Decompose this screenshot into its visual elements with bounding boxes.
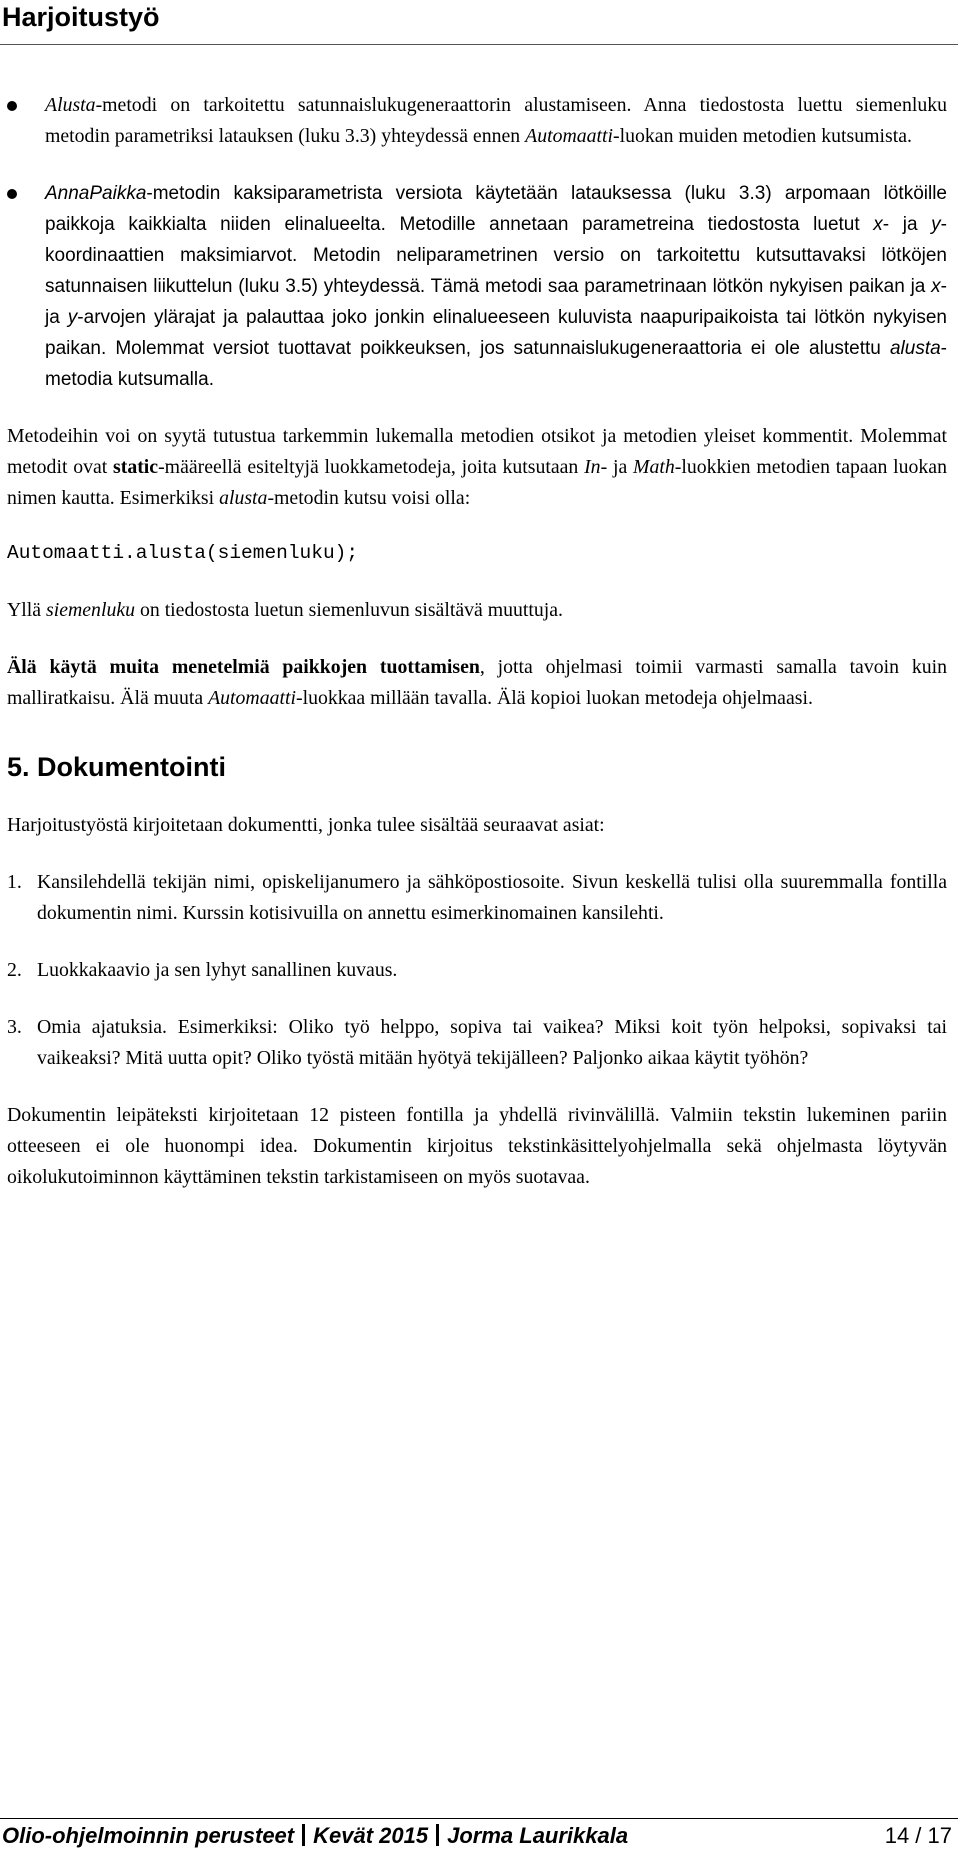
method-bullet-list: [7, 90, 947, 395]
list-item: [7, 955, 947, 986]
section-intro: Harjoitustyöstä kirjoitetaan dokumentti, jonka tulee sisältää seuraavat asiat:: [7, 814, 605, 836]
list-item-number: 2.: [7, 959, 22, 981]
bullet-text: AnnaPaikka-metodin kaksiparametrista versiota käytetään latauksessa (luku 3.3) arpomaan lötköille paikkoja kaikkialta niiden elinalueelta. Metodille annetaan parametreina tiedostosta luetut x- ja y-koordinaattien maksimiarvot. Metodin neliparametrinen versio on tarkoitettu kutsuttavaksi lötköjen satunnaisen liikuttelun (luku 3.5) yhteydessä. Tämä metodi saa parametrinaan lötkön nykyisen paikan ja x- ja y-arvojen ylärajat ja palauttaa joko jonkin elinalueeseen kuluvista naapuripaikoista tai lötkön nykyisen paikan. Molemmat versiot tuottavat poikkeuksen, jos satunnaislukugeneraattoria ei ole alustettu alusta-metodia kutsumalla.: [45, 183, 947, 390]
list-item-text: Luokkakaavio ja sen lyhyt sanallinen kuvaus.: [37, 959, 398, 981]
paragraph-closing: Dokumentin leipäteksti kirjoitetaan 12 pisteen fontilla ja yhdellä rivinvälillä. Valmiin tekstin lukeminen pariin otteeseen ei ole huonompi idea. Dokumentin kirjoitus tekstinkäsittelyohjelmalla sekä ohjelmasta löytyvän oikolukutoiminnon käyttäminen tekstin tarkistamiseen on myös suotavaa.: [7, 1104, 947, 1188]
document-body: [7, 90, 947, 1193]
paragraph-variable: Yllä siemenluku on tiedostosta luetun siemenluvun sisältävä muuttuja.: [7, 599, 563, 621]
bullet-dot-icon: [7, 189, 17, 199]
page-footer: [0, 1818, 958, 1855]
page-number: 14 / 17: [884, 1823, 952, 1848]
footer-separator: [302, 1824, 305, 1846]
footer-course: Olio-ohjelmoinnin perusteet: [2, 1823, 295, 1848]
paragraph-methods: Metodeihin voi on syytä tutustua tarkemmin lukemalla metodien otsikot ja metodien yleiset kommentit. Molemmat metodit ovat static-määreellä esiteltyjä luokkametodeja, joita kutsutaan In- ja Math-luokkien metodien tapaan luokan nimen kautta. Esimerkiksi alusta-metodin kutsu voisi olla:: [7, 425, 947, 509]
page-header: [0, 0, 958, 45]
list-item: [7, 1012, 947, 1074]
code-example: Automaatti.alusta(siemenluku);: [7, 542, 359, 564]
bullet-dot-icon: [7, 101, 17, 111]
bullet-text: Alusta-metodi on tarkoitettu satunnaislukugeneraattorin alustamiseen. Anna tiedostosta luettu siemenluku metodin parametriksi latauksen (luku 3.3) yhteydessä ennen Automaatti-luokan muiden metodien kutsumista.: [45, 94, 947, 147]
list-item-number: 3.: [7, 1016, 22, 1038]
footer-course-info: [2, 1823, 628, 1849]
footer-separator: [436, 1824, 439, 1846]
list-item: [7, 867, 947, 929]
paragraph-warning: Älä käytä muita menetelmiä paikkojen tuottamisen, jotta ohjelmasi toimii varmasti samalla tavoin kuin malliratkaisu. Älä muuta Automaatti-luokkaa millään tavalla. Älä kopioi luokan metodeja ohjelmaasi.: [7, 656, 947, 709]
footer-author: Jorma Laurikkala: [447, 1823, 629, 1848]
section-heading: 5. Dokumentointi: [7, 752, 227, 782]
bullet-item-alusta: [7, 90, 947, 152]
footer-term: Kevät 2015: [313, 1823, 429, 1848]
header-title: Harjoitustyö: [2, 2, 160, 32]
list-item-number: 1.: [7, 871, 22, 893]
bullet-item-annapaikka: [7, 178, 947, 395]
list-item-text: Omia ajatuksia. Esimerkiksi: Oliko työ helppo, sopiva tai vaikea? Miksi koit työn helpoksi, sopivaksi tai vaikeaksi? Mitä uutta opit? Oliko työstä mitään hyötyä tekijälleen? Paljonko aikaa käytit työhön?: [37, 1016, 947, 1069]
document-requirements-list: [7, 867, 947, 1074]
list-item-text: Kansilehdellä tekijän nimi, opiskelijanumero ja sähköpostiosoite. Sivun keskellä tulisi olla suuremmalla fontilla dokumentin nimi. Kurssin kotisivuilla on annettu esimerkinomainen kansilehti.: [37, 871, 947, 924]
